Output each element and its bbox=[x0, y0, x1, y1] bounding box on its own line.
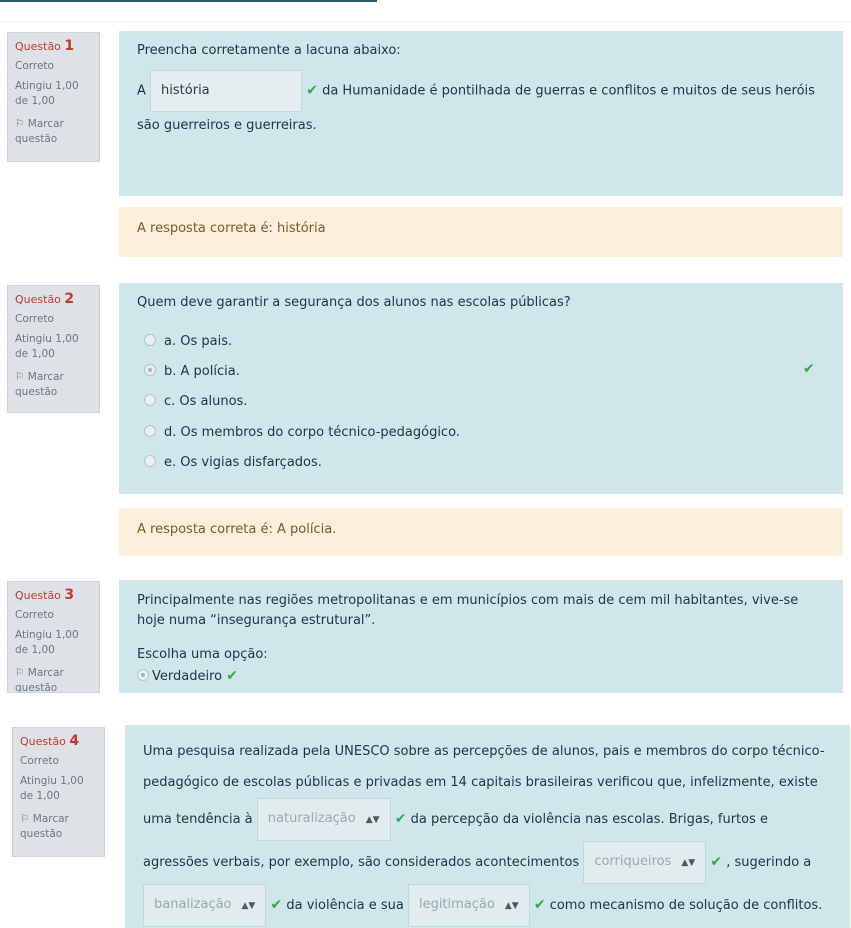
question-text: Uma pesquisa realizada pela UNESCO sobre as percepções de alunos, pais e membros do corpo técnico-pedagógico de escolas públicas e privadas em 14 capitais brasileiras verificou que, infelizmente, existe uma tendência à bbox=[143, 744, 825, 827]
correct-check-icon: ✔ bbox=[394, 811, 407, 827]
select-arrow-icon: ▲▼ bbox=[681, 858, 696, 868]
question-1-info bbox=[7, 32, 100, 162]
option-b[interactable]: b. A polícia. bbox=[144, 364, 240, 379]
question-2-content bbox=[119, 283, 843, 494]
question-prompt: Quem deve garantir a segurança dos alunos nas escolas públicas? bbox=[137, 295, 571, 310]
answer-blank-input[interactable]: história bbox=[150, 70, 302, 112]
question-number: Questão 3 bbox=[15, 587, 75, 603]
correct-answer-text: A resposta correta é: A polícia. bbox=[137, 522, 337, 537]
question-1-feedback bbox=[119, 207, 843, 257]
flag-question-link[interactable]: ⚐ Marcar questão bbox=[15, 371, 64, 398]
question-status: Correto bbox=[15, 60, 54, 72]
flag-question-link[interactable]: ⚐ Marcar questão bbox=[15, 118, 64, 145]
flag-icon: ⚐ bbox=[15, 667, 25, 679]
select-arrow-icon: ▲▼ bbox=[241, 901, 256, 911]
correct-check-icon: ✔ bbox=[710, 854, 723, 870]
question-number: Questão 2 bbox=[15, 291, 75, 307]
flag-icon: ⚐ bbox=[15, 371, 25, 383]
option-c[interactable]: c. Os alunos. bbox=[144, 394, 247, 409]
select-arrow-icon: ▲▼ bbox=[365, 815, 380, 825]
flag-icon: ⚐ bbox=[15, 118, 25, 130]
radio-button[interactable] bbox=[144, 455, 156, 467]
radio-button-selected[interactable] bbox=[137, 669, 149, 681]
select-legitimacao[interactable]: legitimação ▲▼ bbox=[408, 884, 530, 927]
flag-question-link[interactable]: ⚐ Marcar questão bbox=[15, 667, 64, 693]
question-4-content: Uma pesquisa realizada pela UNESCO sobre as percepções de alunos, pais e membros do corpo técnico-pedagógico de escolas públicas e privadas em 14 capitais brasileiras verificou que, infelizmente, existe uma tendência à naturalização ▲▼ ✔ da percepção da violência nas escolas. Brigas, furtos e agressões verbais, por exemplo, são considerados acontecimentos corriqueiros ▲▼ ✔ , sugerindo a banalização ▲▼ ✔ da violência e sua legitimação ▲▼ ✔ como mecanismo de solução de conflitos. bbox=[125, 725, 850, 928]
flag-icon: ⚐ bbox=[20, 813, 30, 825]
select-corriqueiros[interactable]: corriqueiros ▲▼ bbox=[583, 841, 706, 884]
flag-question-link[interactable]: ⚐ Marcar questão bbox=[20, 813, 69, 840]
select-naturalizacao[interactable]: naturalização ▲▼ bbox=[257, 798, 391, 841]
radio-button[interactable] bbox=[144, 425, 156, 437]
divider bbox=[0, 21, 851, 22]
question-prompt: Principalmente nas regiões metropolitanas e em municípios com mais de cem mil habitantes, vive-se hoje numa “insegurança estrutural”. bbox=[137, 593, 799, 628]
option-e[interactable]: e. Os vigias disfarçados. bbox=[144, 455, 322, 470]
question-number: Questão 1 bbox=[15, 38, 75, 54]
question-1-content bbox=[119, 31, 843, 196]
radio-button[interactable] bbox=[144, 334, 156, 346]
question-4-info bbox=[12, 727, 105, 857]
question-grade: Atingiu 1,00 de 1,00 bbox=[20, 775, 84, 802]
correct-check-icon: ✔ bbox=[226, 668, 238, 684]
question-status: Correto bbox=[15, 609, 54, 621]
correct-check-icon: ✔ bbox=[803, 361, 815, 377]
radio-button-selected[interactable] bbox=[144, 364, 156, 376]
question-number: Questão 4 bbox=[20, 733, 80, 749]
question-grade: Atingiu 1,00 de 1,00 bbox=[15, 333, 79, 360]
question-status: Correto bbox=[15, 313, 54, 325]
option-a[interactable]: a. Os pais. bbox=[144, 334, 232, 349]
top-progress-line bbox=[0, 0, 377, 2]
select-banalizacao[interactable]: banalização ▲▼ bbox=[143, 884, 266, 927]
correct-check-icon: ✔ bbox=[306, 82, 318, 99]
choose-option-label: Escolha uma opção: bbox=[137, 647, 268, 662]
question-status: Correto bbox=[20, 755, 59, 767]
question-prompt: Preencha corretamente a lacuna abaixo: bbox=[137, 43, 401, 58]
select-arrow-icon: ▲▼ bbox=[504, 901, 519, 911]
question-2-info bbox=[7, 285, 100, 413]
question-grade: Atingiu 1,00 de 1,00 bbox=[15, 80, 79, 107]
option-true[interactable]: Verdadeiro ✔ bbox=[137, 668, 825, 684]
correct-answer-text: A resposta correta é: história bbox=[137, 221, 326, 236]
question-2-feedback bbox=[119, 508, 843, 556]
question-3-content bbox=[119, 580, 843, 693]
option-d[interactable]: d. Os membros do corpo técnico-pedagógico. bbox=[144, 425, 460, 440]
question-grade: Atingiu 1,00 de 1,00 bbox=[15, 629, 79, 656]
question-text: A história ✔ da Humanidade é pontilhada de guerras e conflitos e muitos de seus heróis são guerreiros e guerreiras. bbox=[137, 70, 825, 140]
correct-check-icon: ✔ bbox=[533, 897, 546, 913]
radio-button[interactable] bbox=[144, 394, 156, 406]
question-3-info bbox=[7, 581, 100, 693]
correct-check-icon: ✔ bbox=[270, 897, 283, 913]
